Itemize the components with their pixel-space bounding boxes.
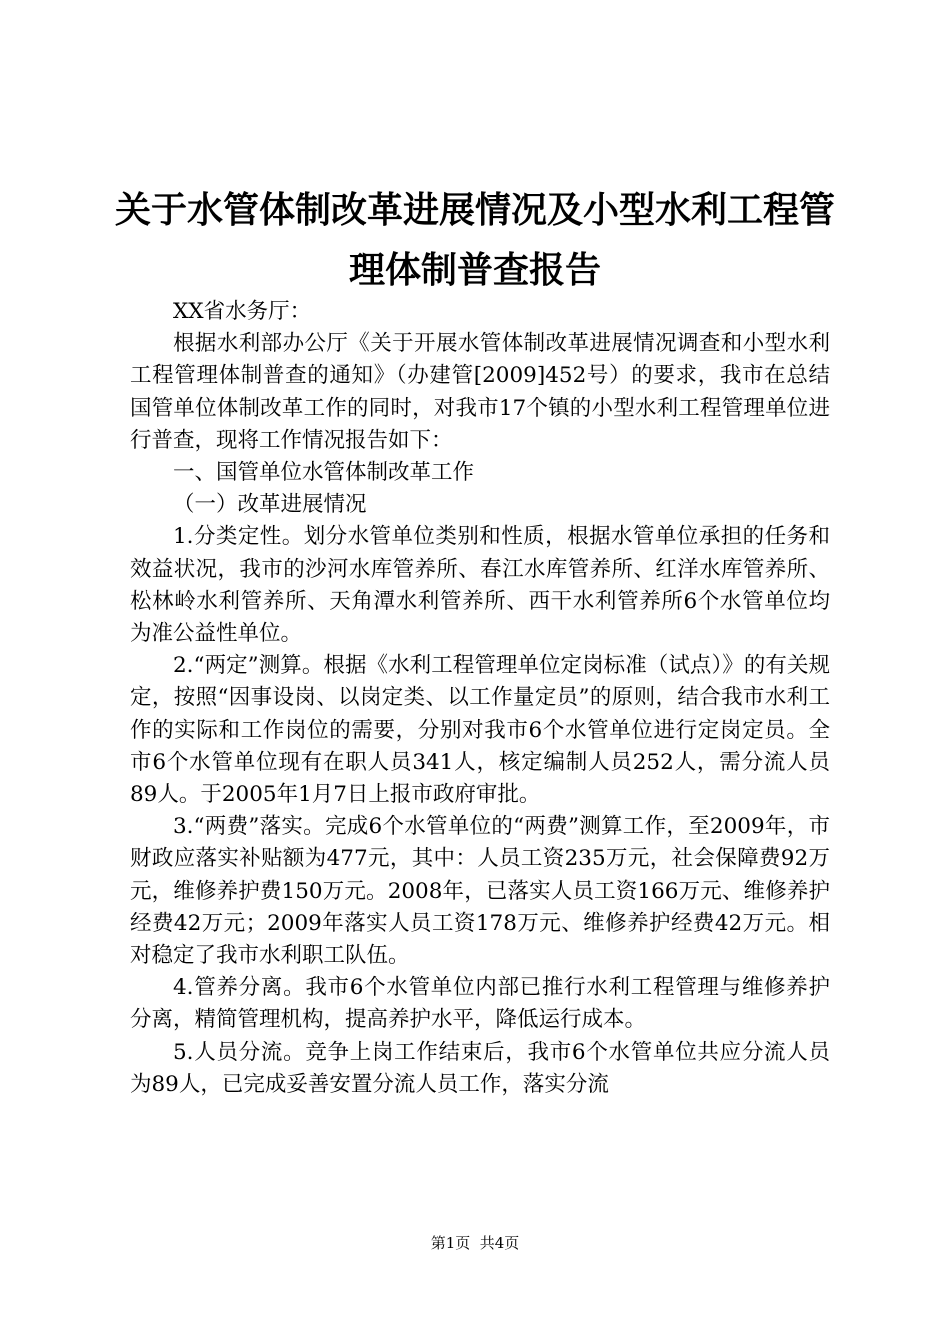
paragraph-item-3: 3.“两费”落实。完成6个水管单位的“两费”测算工作，至2009年，市财政应落实补贴额为477元，其中：人员工资235万元，社会保障费92万元，维修养护费150万元。2008年，已落实人员工资166万元、维修养护经费42万元；2009年落实人员工资178万元、维修养护经费42万元。相对稳定了我市水利职工队伍。: [130, 814, 830, 969]
paragraph-item-1: 1.分类定性。划分水管单位类别和性质，根据水管单位承担的任务和效益状况，我市的沙河水库管养所、春江水库管养所、红洋水库管养所、松林岭水利管养所、天角潭水利管养所、西干水利管养所6个水管单位均为准公益性单位。: [130, 524, 830, 647]
page-number-footer: 第1页 共4页: [430, 1234, 520, 1252]
paragraph-item-4: 4.管养分离。我市6个水管单位内部已推行水利工程管理与维修养护分离，精简管理机构，提高养护水平，降低运行成本。: [130, 975, 830, 1033]
document-title-line-2: 理体制普查报告: [348, 249, 601, 291]
paragraph-item-5: 5.人员分流。竞争上岗工作结束后，我市6个水管单位共应分流人员为89人，已完成妥善安置分流人员工作，落实分流: [130, 1039, 830, 1097]
paragraph-item-2: 2.“两定”测算。根据《水利工程管理单位定岗标准（试点）》的有关规定，按照“因事设岗、以岗定类、以工作量定员”的原则，结合我市水利工作的实际和工作岗位的需要，分别对我市6个水管单位进行定岗定员。全市6个水管单位现有在职人员341人，核定编制人员252人，需分流人员89人。于2005年1月7日上报市政府审批。: [130, 653, 830, 808]
document-title-line-1: 关于水管体制改革进展情况及小型水利工程管: [114, 189, 835, 231]
salutation: XX省水务厅：: [173, 299, 312, 324]
section-heading: 一、国管单位水管体制改革工作: [173, 460, 475, 486]
paragraph-intro: 根据水利部办公厅《关于开展水管体制改革进展情况调查和小型水利工程管理体制普查的通知》（办建管[2009]452号）的要求，我市在总结国管单位体制改革工作的同时，对我市17个镇的小型水利工程管理单位进行普查，现将工作情况报告如下：: [130, 331, 830, 453]
document-body: [130, 296, 830, 1101]
subsection-heading: （一）改革进展情况: [173, 492, 367, 518]
